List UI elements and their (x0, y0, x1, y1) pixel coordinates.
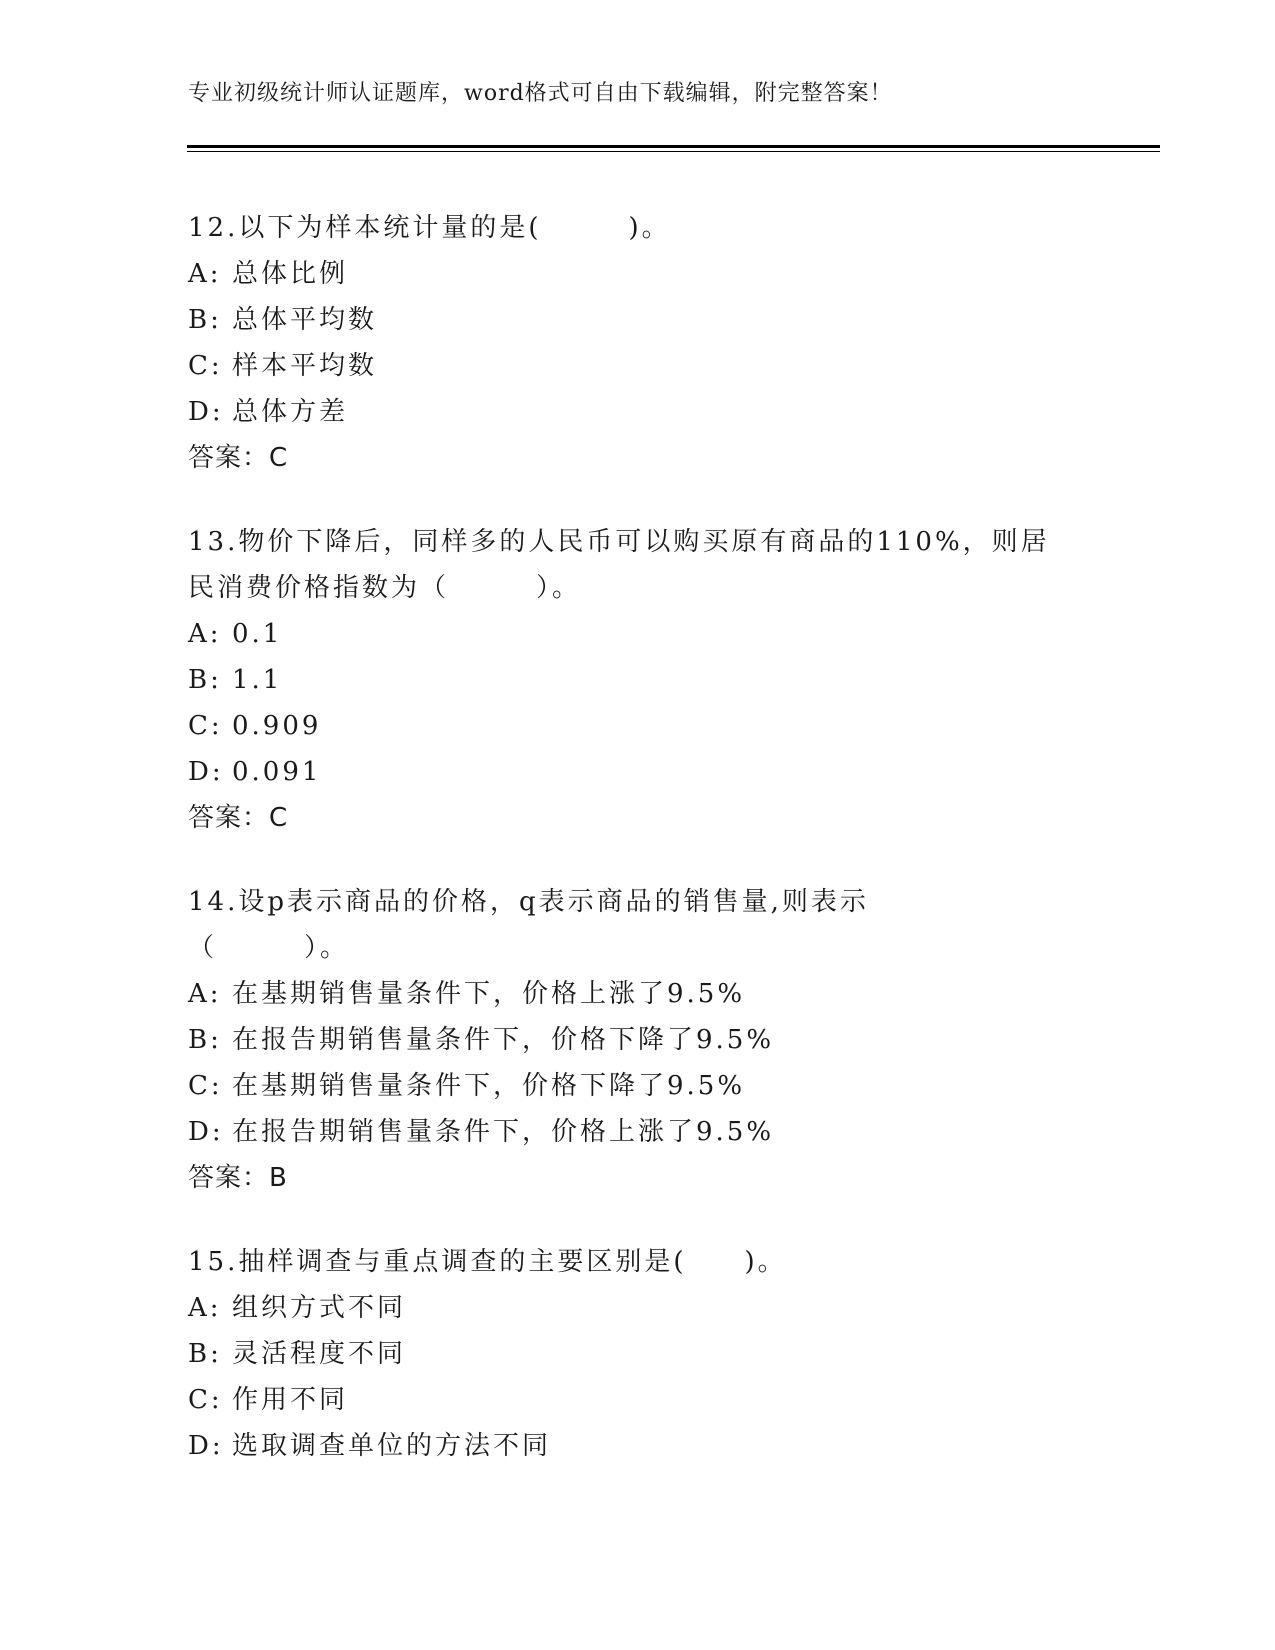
option-letter: D: (188, 1431, 224, 1461)
option-text: 在报告期销售量条件下，价格下降了9.5% (232, 1025, 775, 1055)
option-letter: A: (188, 979, 222, 1009)
option-b (188, 1331, 1088, 1377)
option-text: 0.1 (232, 619, 283, 649)
question-stem: 13.物价下降后，同样多的人民币可以购买原有商品的110%，则居民消费价格指数为（ ）。 (188, 527, 1050, 603)
option-letter: D: (188, 1117, 224, 1147)
option-text: 选取调查单位的方法不同 (232, 1431, 552, 1461)
option-text: 总体平均数 (232, 305, 378, 335)
question-stem: 15.抽样调查与重点调查的主要区别是( )。 (188, 1247, 787, 1277)
option-a (188, 251, 1088, 297)
option-letter: B: (188, 665, 222, 695)
option-text: 组织方式不同 (232, 1293, 407, 1323)
option-letter: A: (188, 1293, 222, 1323)
option-d (188, 389, 1088, 435)
option-text: 在基期销售量条件下，价格下降了9.5% (232, 1071, 746, 1101)
option-b (188, 1017, 1088, 1063)
option-letter: A: (188, 619, 222, 649)
option-text: 总体方差 (232, 397, 349, 427)
option-c (188, 343, 1088, 389)
option-letter: B: (188, 1339, 222, 1369)
question-15 (188, 1239, 1088, 1469)
option-text: 在基期销售量条件下，价格上涨了9.5% (232, 979, 746, 1009)
option-letter: C: (188, 711, 223, 741)
option-letter: D: (188, 757, 224, 787)
option-letter: A: (188, 259, 222, 289)
option-text: 0.091 (232, 757, 322, 787)
question-stem: 12.以下为样本统计量的是( )。 (188, 213, 671, 243)
option-d (188, 1423, 1088, 1469)
header-divider-thin (187, 151, 1160, 152)
answer-line: 答案：B (188, 1163, 288, 1193)
option-b (188, 297, 1088, 343)
option-b (188, 657, 1088, 703)
option-d (188, 749, 1088, 795)
option-letter: B: (188, 305, 222, 335)
question-12 (188, 205, 1088, 481)
page-header: 专业初级统计师认证题库，word格式可自由下载编辑，附完整答案！ (188, 81, 893, 106)
option-text: 样本平均数 (232, 351, 378, 381)
question-list (188, 205, 1088, 1507)
option-text: 0.909 (232, 711, 322, 741)
option-c (188, 703, 1088, 749)
option-text: 作用不同 (232, 1385, 349, 1415)
option-letter: B: (188, 1025, 222, 1055)
option-text: 总体比例 (232, 259, 349, 289)
question-stem: 14.设p表示商品的价格，q表示商品的销售量,则表示（ ）。 (188, 887, 869, 963)
option-letter: C: (188, 351, 223, 381)
option-text: 1.1 (232, 665, 283, 695)
option-c (188, 1063, 1088, 1109)
question-14 (188, 879, 1088, 1201)
option-text: 在报告期销售量条件下，价格上涨了9.5% (232, 1117, 775, 1147)
option-a (188, 1285, 1088, 1331)
option-text: 灵活程度不同 (232, 1339, 407, 1369)
answer-line: 答案：C (188, 803, 289, 833)
option-a (188, 971, 1088, 1017)
option-c (188, 1377, 1088, 1423)
option-letter: C: (188, 1071, 223, 1101)
option-letter: D: (188, 397, 224, 427)
answer-line: 答案：C (188, 443, 289, 473)
question-13 (188, 519, 1088, 841)
header-divider-thick (187, 145, 1160, 148)
option-a (188, 611, 1088, 657)
option-d (188, 1109, 1088, 1155)
option-letter: C: (188, 1385, 223, 1415)
